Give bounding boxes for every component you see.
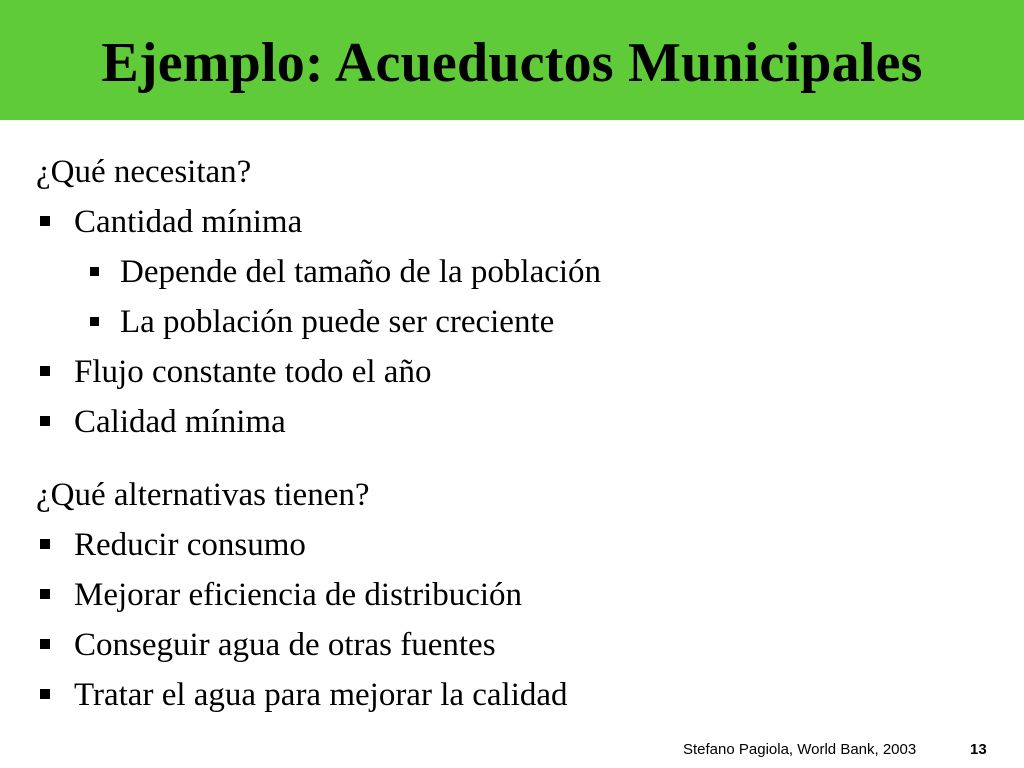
square-bullet-icon (90, 267, 99, 276)
square-bullet-icon (40, 416, 50, 426)
square-bullet-icon (40, 216, 50, 226)
section-heading-text: ¿Qué necesitan? (36, 154, 252, 190)
section-heading-text: ¿Qué alternativas tienen? (36, 477, 370, 513)
sub-bullet-item (90, 302, 554, 342)
bullet-text: Tratar el agua para mejorar la calidad (74, 677, 568, 713)
bullet-text: Calidad mínima (74, 404, 286, 440)
footer-credit: Stefano Pagiola, World Bank, 2003 (683, 741, 917, 758)
bullet-text: Mejorar eficiencia de distribución (74, 577, 523, 613)
title-bar (0, 0, 1024, 120)
sub-bullet-text: La población puede ser creciente (120, 304, 555, 340)
section-heading-alternatives (36, 475, 370, 515)
bullet-item (40, 525, 306, 565)
page-number: 13 (970, 741, 987, 758)
bullet-text: Flujo constante todo el año (74, 354, 432, 390)
bullet-item (40, 352, 431, 392)
section-heading-needs (36, 152, 251, 192)
bullet-item (40, 575, 522, 615)
bullet-item (40, 625, 496, 665)
square-bullet-icon (40, 589, 50, 599)
square-bullet-icon (40, 639, 50, 649)
square-bullet-icon (40, 539, 50, 549)
bullet-text: Cantidad mínima (74, 204, 303, 240)
bullet-item (40, 202, 302, 242)
slide-title: Ejemplo: Acueductos Municipales (101, 32, 923, 94)
sub-bullet-text: Depende del tamaño de la población (120, 254, 602, 290)
square-bullet-icon (90, 317, 99, 326)
bullet-item (40, 675, 568, 715)
bullet-text: Reducir consumo (74, 527, 306, 563)
sub-bullet-item (90, 252, 601, 292)
bullet-text: Conseguir agua de otras fuentes (74, 627, 496, 663)
square-bullet-icon (40, 366, 50, 376)
bullet-item (40, 402, 286, 442)
square-bullet-icon (40, 689, 50, 699)
